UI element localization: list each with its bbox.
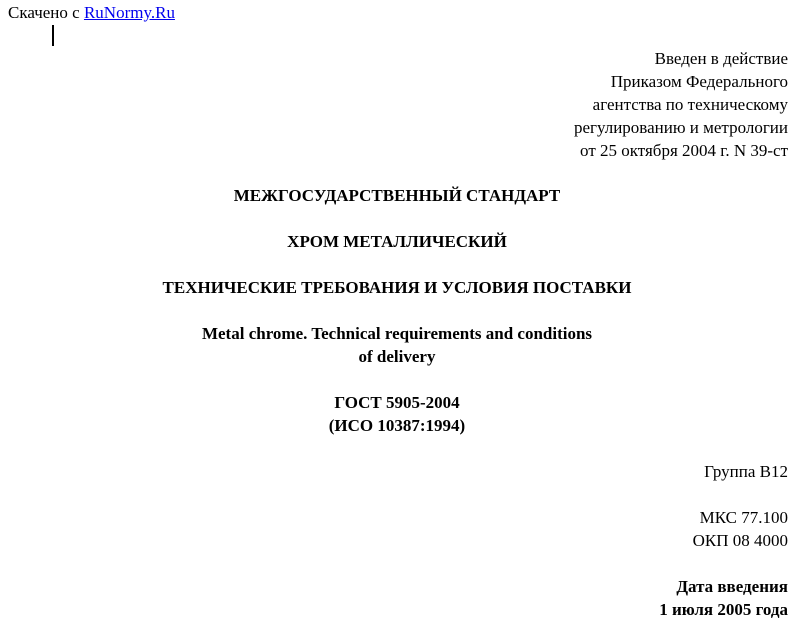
source-line bbox=[8, 2, 175, 24]
source-link[interactable]: RuNormy.Ru bbox=[83, 3, 175, 22]
enactment-note bbox=[574, 47, 788, 162]
enactment-line: регулированию и метрологии bbox=[573, 118, 788, 137]
requirements-title-heading: ТЕХНИЧЕСКИЕ ТРЕБОВАНИЯ И УСЛОВИЯ ПОСТАВКИ bbox=[162, 278, 632, 297]
group-code: Группа В12 bbox=[704, 462, 788, 481]
source-prefix: Скачено с bbox=[8, 3, 84, 22]
standard-number-block bbox=[0, 391, 794, 437]
effective-date-block bbox=[659, 575, 788, 621]
okp-code: ОКП 08 4000 bbox=[692, 531, 788, 550]
enactment-line: агентства по техническому bbox=[592, 95, 788, 114]
standard-type-heading: МЕЖГОСУДАРСТВЕННЫЙ СТАНДАРТ bbox=[233, 186, 561, 205]
enactment-line: от 25 октября 2004 г. N 39-ст bbox=[580, 141, 788, 160]
enactment-line: Приказом Федерального bbox=[610, 72, 788, 91]
effective-date: 1 июля 2005 года bbox=[659, 600, 788, 619]
english-title-line: Metal chrome. Technical requirements and conditions bbox=[201, 324, 593, 343]
iso-number: (ИСО 10387:1994) bbox=[328, 416, 466, 435]
effective-label: Дата введения bbox=[676, 577, 788, 596]
english-title-line: of delivery bbox=[358, 347, 436, 366]
mks-code: МКС 77.100 bbox=[699, 508, 788, 527]
gost-number: ГОСТ 5905-2004 bbox=[334, 393, 460, 412]
text-cursor bbox=[52, 25, 54, 46]
classification-codes bbox=[693, 506, 788, 552]
product-title-heading: ХРОМ МЕТАЛЛИЧЕСКИЙ bbox=[287, 232, 507, 251]
english-title bbox=[0, 322, 794, 368]
enactment-line: Введен в действие bbox=[654, 49, 788, 68]
